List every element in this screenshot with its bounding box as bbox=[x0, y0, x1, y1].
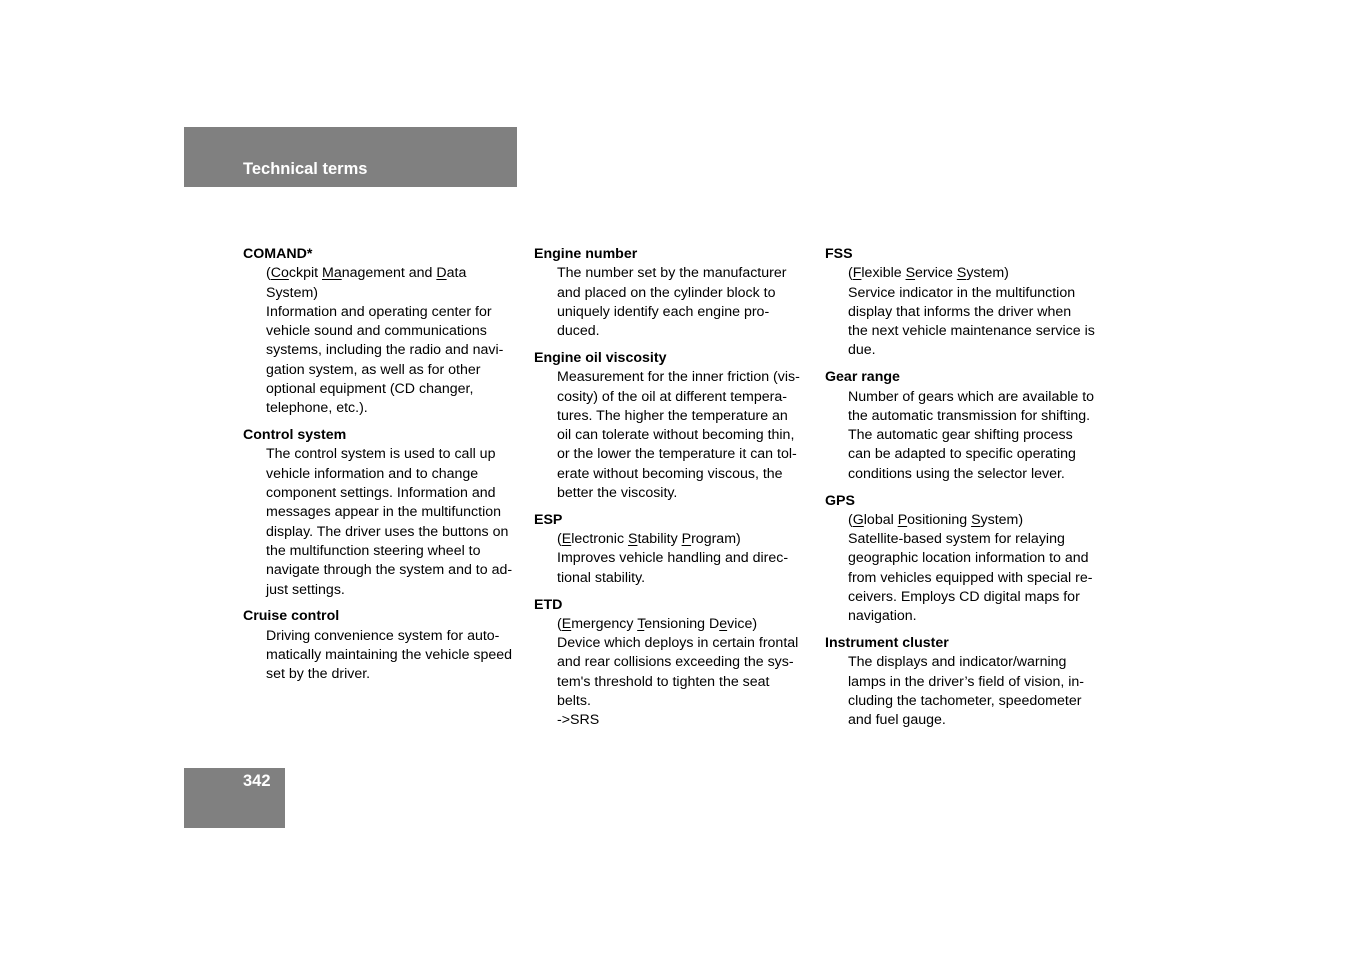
term-line: tures. The higher the temperature an bbox=[557, 407, 788, 424]
term-definition bbox=[825, 264, 1110, 360]
term-line: Information and operating center for bbox=[266, 303, 492, 320]
terms-column-1 bbox=[243, 245, 523, 692]
term-line: and fuel gauge. bbox=[848, 712, 946, 729]
term-line: conditions using the selector lever. bbox=[848, 465, 1065, 482]
term-gear-range bbox=[825, 368, 1110, 484]
term-line: (Global Positioning System) bbox=[848, 511, 1024, 528]
term-fss bbox=[825, 245, 1110, 361]
terms-column-3 bbox=[825, 245, 1110, 738]
term-definition bbox=[534, 615, 816, 731]
term-definition bbox=[243, 264, 523, 418]
term-title: Control system bbox=[243, 427, 347, 444]
term-line: ceivers. Employs CD digital maps for bbox=[848, 589, 1080, 606]
term-line: duced. bbox=[557, 323, 600, 340]
term-line: (Electronic Stability Program) bbox=[557, 531, 741, 548]
page-number: 342 bbox=[243, 772, 271, 790]
term-etd bbox=[534, 596, 816, 731]
term-line: the next vehicle maintenance service is bbox=[848, 323, 1095, 340]
term-title: ESP bbox=[534, 511, 563, 528]
term-line: The control system is used to call up bbox=[266, 446, 496, 463]
term-title: Engine number bbox=[534, 246, 638, 262]
term-definition bbox=[243, 627, 523, 685]
term-definition bbox=[825, 511, 1110, 627]
terms-column-2 bbox=[534, 245, 816, 738]
term-title: Engine oil viscosity bbox=[534, 349, 667, 366]
term-line: geographic location information to and bbox=[848, 550, 1089, 567]
term-line: vehicle information and to change bbox=[266, 465, 479, 482]
term-line: navigate through the system and to ad- bbox=[266, 562, 513, 579]
term-line: oil can tolerate without becoming thin, bbox=[557, 427, 795, 444]
term-title: Instrument cluster bbox=[825, 635, 949, 652]
term-line: messages appear in the multifunction bbox=[266, 504, 502, 521]
term-line: display. The driver uses the buttons on bbox=[266, 523, 509, 540]
term-line: telephone, etc.). bbox=[266, 400, 368, 417]
term-instrument-cluster bbox=[825, 634, 1110, 730]
term-line: Improves vehicle handling and direc- bbox=[557, 550, 789, 567]
term-title: FSS bbox=[825, 246, 853, 262]
term-line: (Flexible Service System) bbox=[848, 265, 1009, 282]
term-line: navigation. bbox=[848, 608, 917, 625]
term-title: ETD bbox=[534, 596, 563, 613]
term-line: erate without becoming viscous, the bbox=[557, 465, 783, 482]
term-line: from vehicles equipped with special re- bbox=[848, 569, 1093, 586]
term-line: uniquely identify each engine pro- bbox=[557, 303, 770, 320]
term-title: COMAND* bbox=[243, 246, 313, 262]
term-line: Device which deploys in certain frontal bbox=[557, 635, 799, 652]
term-line: and rear collisions exceeding the sys- bbox=[557, 654, 794, 671]
term-line: better the viscosity. bbox=[557, 485, 678, 502]
term-line: set by the driver. bbox=[266, 666, 371, 683]
term-line: lamps in the driver’s field of vision, in- bbox=[848, 673, 1085, 690]
term-line: Number of gears which are available to bbox=[848, 388, 1095, 405]
term-line: System) bbox=[266, 284, 319, 301]
term-line: optional equipment (CD changer, bbox=[266, 381, 474, 398]
term-line: display that informs the driver when bbox=[848, 303, 1072, 320]
term-line: tional stability. bbox=[557, 569, 646, 586]
term-line: Satellite-based system for relaying bbox=[848, 531, 1065, 548]
term-gps bbox=[825, 492, 1110, 627]
term-control-system bbox=[243, 426, 523, 600]
term-line: The automatic gear shifting process bbox=[848, 427, 1073, 444]
term-definition bbox=[534, 530, 816, 588]
page-number-tab bbox=[184, 768, 285, 828]
term-line: the automatic transmission for shifting. bbox=[848, 407, 1091, 424]
term-title: Cruise control bbox=[243, 608, 340, 625]
term-line: (Emergency Tensioning Device) bbox=[557, 615, 758, 632]
term-cruise-control bbox=[243, 607, 523, 684]
term-line: the multifunction steering wheel to bbox=[266, 542, 481, 559]
term-line: The number set by the manufacturer bbox=[557, 265, 787, 282]
term-definition bbox=[825, 388, 1110, 484]
term-line: (Cockpit Management and Data bbox=[266, 265, 467, 282]
term-definition bbox=[825, 653, 1110, 730]
term-engine-oil-viscosity bbox=[534, 349, 816, 503]
page-title: Technical terms bbox=[243, 160, 368, 178]
term-line: ->SRS bbox=[557, 712, 600, 729]
term-title: GPS bbox=[825, 492, 855, 509]
term-line: and placed on the cylinder block to bbox=[557, 284, 776, 301]
term-definition bbox=[243, 445, 523, 599]
term-line: systems, including the radio and navi- bbox=[266, 342, 504, 359]
header-band bbox=[184, 127, 517, 187]
term-line: Measurement for the inner friction (vis- bbox=[557, 369, 800, 386]
term-engine-number bbox=[534, 245, 816, 341]
term-line: cosity) of the oil at different tempera- bbox=[557, 388, 787, 405]
term-line: tem's threshold to tighten the seat bbox=[557, 673, 770, 690]
term-line: matically maintaining the vehicle speed bbox=[266, 646, 513, 663]
term-comand bbox=[243, 245, 523, 419]
term-line: cluding the tachometer, speedometer bbox=[848, 693, 1082, 710]
term-line: can be adapted to specific operating bbox=[848, 446, 1076, 463]
term-line: component settings. Information and bbox=[266, 485, 496, 502]
term-line: or the lower the temperature it can tol- bbox=[557, 446, 797, 463]
term-title: Gear range bbox=[825, 369, 900, 386]
term-line: gation system, as well as for other bbox=[266, 361, 481, 378]
term-line: just settings. bbox=[266, 581, 345, 598]
term-line: Driving convenience system for auto- bbox=[266, 627, 500, 644]
term-line: vehicle sound and communications bbox=[266, 323, 487, 340]
term-esp bbox=[534, 511, 816, 588]
term-line: due. bbox=[848, 342, 876, 359]
term-line: The displays and indicator/warning bbox=[848, 654, 1067, 671]
term-definition bbox=[534, 264, 816, 341]
term-line: belts. bbox=[557, 693, 591, 710]
term-definition bbox=[534, 368, 816, 503]
term-line: Service indicator in the multifunction bbox=[848, 284, 1076, 301]
